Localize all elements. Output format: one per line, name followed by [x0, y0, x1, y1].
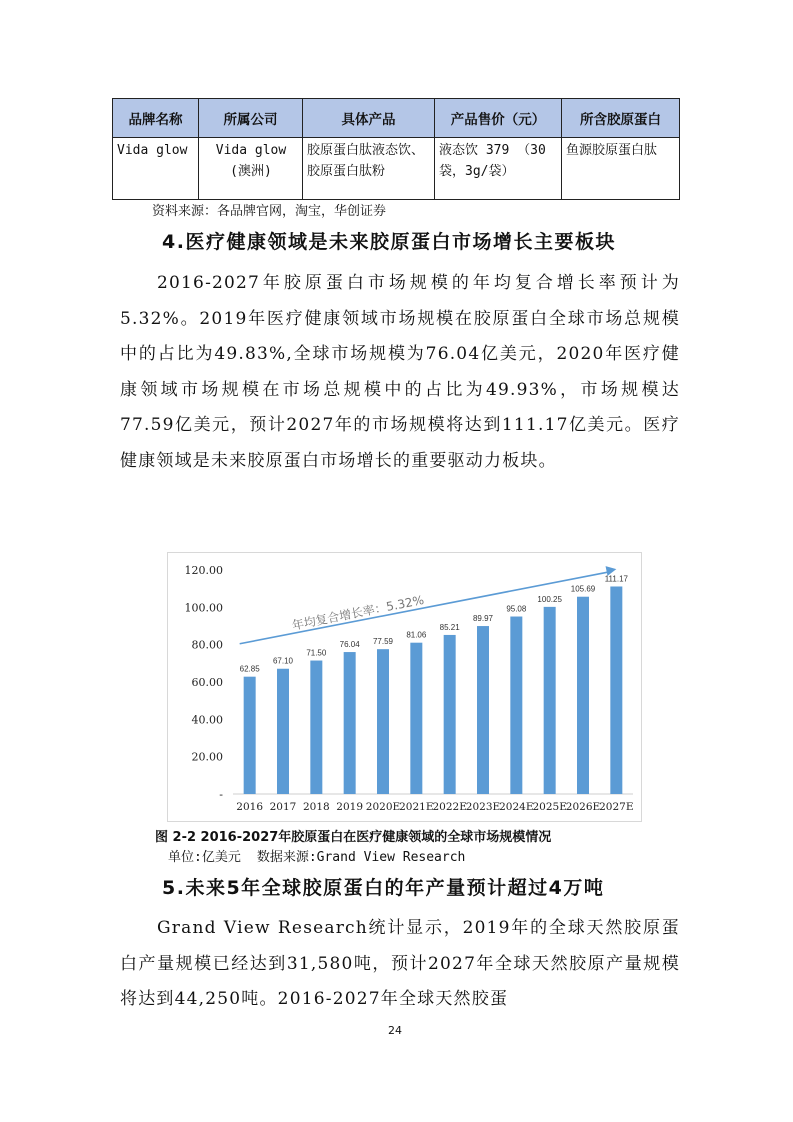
bar-value-label: 81.06 — [406, 630, 427, 640]
bar-value-label: 85.21 — [439, 622, 460, 632]
bar — [377, 649, 389, 794]
y-tick-label: 20.00 — [191, 750, 223, 764]
market-size-chart — [167, 552, 642, 822]
table-header-cell: 所含胶原蛋白 — [562, 99, 680, 138]
figure-unit-source — [168, 846, 481, 865]
table-header-cell: 所属公司 — [199, 99, 303, 138]
y-tick-label: - — [219, 788, 223, 801]
bar — [344, 652, 356, 794]
bar-value-label: 77.59 — [372, 637, 394, 647]
bar-value-label: 89.97 — [472, 614, 494, 624]
bar — [244, 677, 256, 794]
bar-value-label: 76.04 — [339, 640, 360, 650]
bar — [310, 661, 322, 794]
bar — [510, 617, 522, 794]
bar-value-label: 62.85 — [239, 664, 260, 674]
bar — [444, 635, 456, 794]
y-tick-label: 120.00 — [184, 564, 223, 577]
x-tick-label: 2027E — [599, 801, 634, 813]
cell-price: 液态饮 379 （30袋，3g/袋） — [435, 138, 562, 200]
bar-value-label: 95.08 — [506, 604, 527, 614]
bar — [277, 669, 289, 794]
bar-value-label: 71.50 — [306, 648, 327, 658]
y-tick-label: 100.00 — [184, 601, 223, 615]
x-tick-label: 2025E — [532, 801, 567, 813]
bar-value-label: 111.17 — [604, 574, 628, 584]
bar — [410, 643, 422, 794]
x-tick-label: 2019 — [336, 801, 364, 813]
y-tick-label: 60.00 — [191, 676, 223, 689]
table-header-cell: 品牌名称 — [113, 99, 199, 138]
table-header-cell: 产品售价（元） — [435, 99, 562, 138]
section-5-title: 5.未来5年全球胶原蛋白的年产量预计超过4万吨 — [162, 877, 605, 899]
x-tick-label: 2020E — [365, 801, 401, 813]
y-tick-label: 40.00 — [191, 713, 223, 727]
growth-rate-annotation: 年均复合增长率：5.32% — [290, 592, 426, 633]
chart-svg — [168, 553, 641, 821]
bar — [477, 626, 489, 794]
table-header-cell: 具体产品 — [303, 99, 435, 138]
page-number: 24 — [388, 1024, 402, 1037]
cell-brand: Vida glow — [113, 138, 199, 200]
bar-value-label: 105.69 — [570, 584, 596, 594]
bar-value-label: 67.10 — [272, 656, 294, 666]
cell-company: Vida glow (澳洲) — [199, 138, 303, 200]
x-tick-label: 2017 — [269, 801, 297, 813]
x-tick-label: 2022E — [432, 801, 467, 813]
bar-value-label: 100.25 — [537, 594, 562, 604]
section-5-paragraph: Grand View Research统计显示，2019年的全球天然胶原蛋白产量规模已经达到31,580吨，预计2027年全球天然胶原产量规模将达到44,250吨。2016-2027年全球天然胶蛋 — [120, 918, 680, 1009]
x-tick-label: 2016 — [236, 801, 264, 813]
x-tick-label: 2026E — [565, 801, 601, 813]
figure-source: 数据来源:Grand View Research — [256, 850, 466, 865]
table-source: 资料来源：各品牌官网，淘宝，华创证券 — [152, 204, 387, 219]
bar — [610, 586, 622, 794]
brand-table — [112, 98, 680, 200]
x-tick-label: 2021E — [399, 801, 434, 813]
x-tick-label: 2024E — [499, 801, 534, 813]
section-4-title: 4.医疗健康领域是未来胶原蛋白市场增长主要板块 — [162, 231, 616, 253]
bar — [577, 597, 589, 794]
x-tick-label: 2018 — [302, 801, 330, 813]
bar — [544, 607, 556, 794]
y-tick-label: 80.00 — [191, 638, 223, 652]
figure-unit: 单位:亿美元 — [168, 850, 241, 865]
cell-collagen: 鱼源胶原蛋白肽 — [562, 138, 680, 200]
cell-product: 胶原蛋白肽液态饮、胶原蛋白肽粉 — [303, 138, 435, 200]
section-4-paragraph: 2016-2027年胶原蛋白市场规模的年均复合增长率预计为5.32%。2019年医疗健康领域市场规模在胶原蛋白全球市场总规模中的占比为49.83%,全球市场规模为76.04亿美元，2020年医疗健康领域市场规模在市场总规模中的占比为49.93%，市场规模达77.59亿美元，预计2027年的市场规模将达到111.17亿美元。医疗健康领域是未来胶原蛋白市场增长的重要驱动力板块。 — [120, 273, 680, 471]
x-tick-label: 2023E — [465, 801, 501, 813]
table-header-row — [113, 99, 680, 138]
table-row — [113, 138, 680, 200]
figure-caption: 图 2-2 2016-2027年胶原蛋白在医疗健康领域的全球市场规模情况 — [155, 830, 552, 845]
